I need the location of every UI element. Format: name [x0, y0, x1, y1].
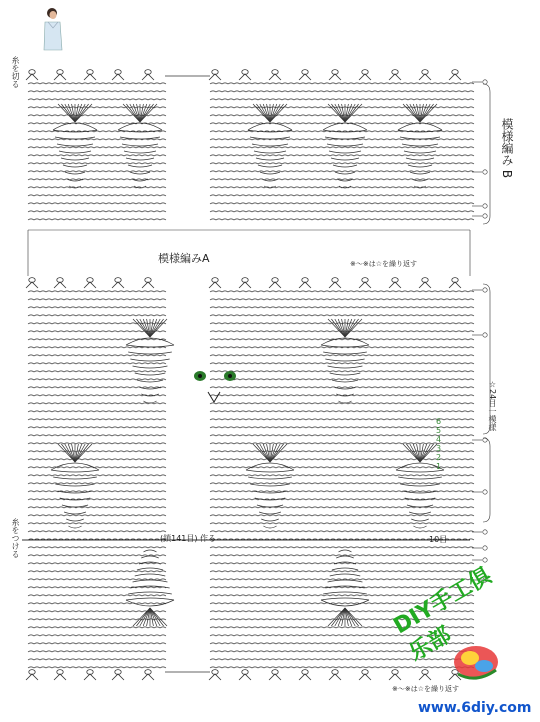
star-bracket-lower [483, 438, 490, 522]
ten-stitch-label: 10目 [429, 535, 448, 544]
pattern-b-pineapple-right-1 [323, 104, 367, 188]
pattern-b-pineapple-right-0 [248, 104, 292, 188]
mascot-right-pupil-icon [228, 374, 232, 378]
row-counter-numerals [436, 417, 441, 471]
svg-text:6: 6 [436, 417, 442, 426]
pattern-a-pineapple-1 [126, 319, 174, 403]
svg-text:3: 3 [436, 444, 442, 453]
pattern-a-left-rows [28, 291, 166, 668]
watermark-club: DIY手工俱乐部 [389, 563, 496, 667]
svg-text:1: 1 [436, 462, 442, 471]
pattern-b-top-edge-left [26, 70, 154, 80]
watermark-url: www.6diy.com [418, 700, 532, 716]
pattern-a-pineapple-bottom-2 [321, 550, 369, 626]
pattern-b-pineapple-left-0 [53, 104, 97, 188]
svg-text:4: 4 [436, 435, 442, 444]
model-photo [40, 6, 66, 52]
pattern-a-label: 模様編みA [158, 252, 210, 265]
pattern-b-pineapple-left-1 [118, 104, 162, 188]
pattern-a-top-edge-right [209, 278, 461, 288]
pattern-a-bottom-edge-left [26, 670, 154, 680]
pattern-a-pineapple-bottom-1 [126, 550, 174, 626]
mascot-left-pupil-icon [198, 374, 202, 378]
star-repeat-label: ☆24目一模様 [488, 380, 497, 432]
attach-yarn-label: 糸をつける [11, 518, 20, 558]
pattern-a-top-edge-left [26, 278, 154, 288]
pattern-b-top-edge-right [209, 70, 461, 80]
cut-yarn-label: 糸を切る [11, 56, 20, 88]
repeat-note-bottom: ※〜※は☆を繰り返す [392, 685, 460, 693]
svg-text:2: 2 [436, 453, 442, 462]
watermark-logo [448, 640, 504, 684]
pattern-b-label: 模様編み B [500, 118, 514, 179]
pattern-b-left-rows [28, 83, 166, 220]
pattern-a-pineapple-2 [321, 319, 369, 403]
row-markers [472, 80, 487, 582]
chain-start-label: (鎖141目) 作る [160, 534, 217, 543]
pattern-b-pineapple-right-2 [398, 104, 442, 188]
pattern-a-bottom-edge-right [209, 670, 461, 680]
svg-text:5: 5 [436, 426, 442, 435]
pattern-b-bracket [483, 84, 490, 224]
repeat-note-top: ※〜※は☆を繰り返す [350, 260, 418, 268]
mascot-mouth-icon [208, 392, 220, 402]
